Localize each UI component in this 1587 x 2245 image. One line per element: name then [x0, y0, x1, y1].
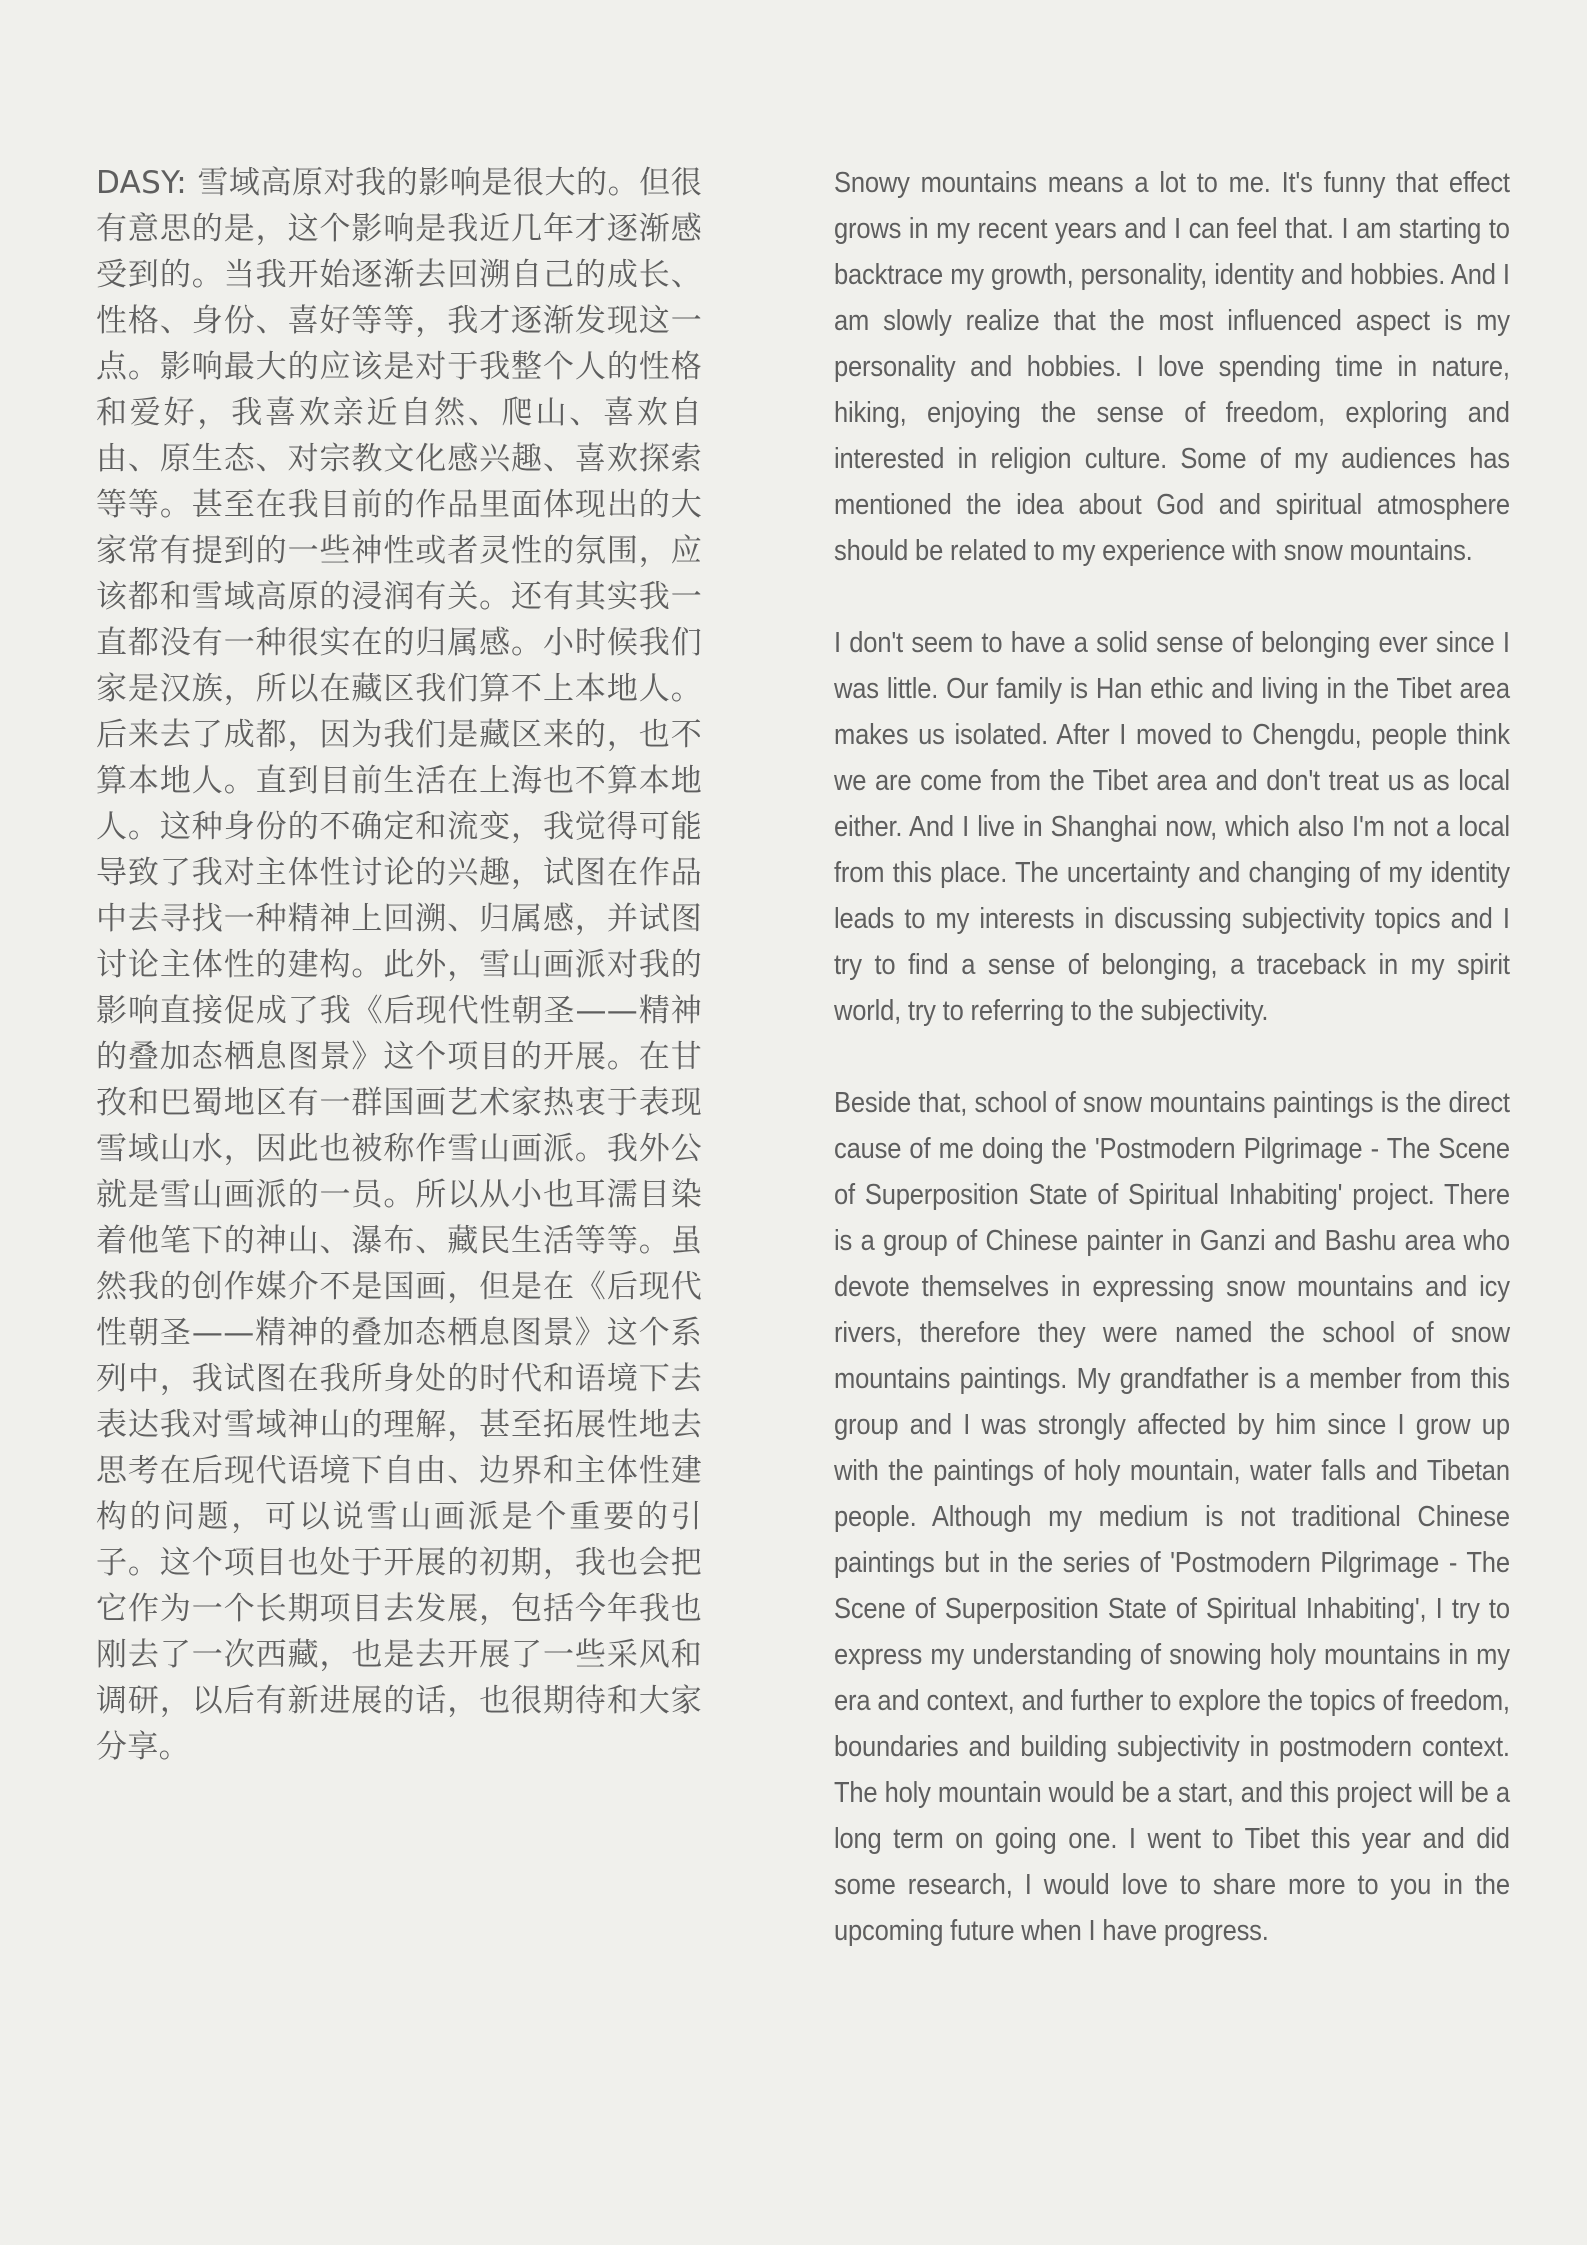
english-paragraph-1: Snowy mountains means a lot to me. It's funny that effect grows in my recent years and I can feel that. I am starting to backtrace my growth, personality, identity and hobbies. And I am slowly realize that the most influenced aspect is my personality and hobbies. I love spending time in nature, hiking, enjoying the sense of freedom, exploring and interested in religion culture. Some of my audiences has mentioned the idea about God and spiritual atmosphere should be related to my experience with snow mountains. [834, 167, 1510, 567]
english-paragraph-3: Beside that, school of snow mountains paintings is the direct cause of me doing the 'Postmodern Pilgrimage - The Scene of Superposition State of Spiritual Inhabiting' project. There is a group of Chinese painter in Ganzi and Bashu area who devote themselves in expressing snow mountains and icy rivers, therefore they were named the school of snow mountains paintings. My grandfather is a member from this group and I was strongly affected by him since I grow up with the paintings of holy mountain, water falls and Tibetan people. Although my medium is not traditional Chinese paintings but in the series of 'Postmodern Pilgrimage - The Scene of Superposition State of Spiritual Inhabiting', I try to express my understanding of snowing holy mountains in my era and context, and further to explore the topics of freedom, boundaries and building subjectivity in postmodern context. The holy mountain would be a start, and this project will be a long term on going one. I went to Tibet this year and did some research, I would love to share more to you in the upcoming future when I have progress. [834, 1087, 1510, 1947]
english-text-column [834, 160, 1510, 1954]
chinese-paragraph: DASY: 雪域高原对我的影响是很大的。但很有意思的是，这个影响是我近几年才逐渐感受到的。当我开始逐渐去回溯自己的成长、性格、身份、喜好等等，我才逐渐发现这一点。影响最大的应该是对于我整个人的性格和爱好，我喜欢亲近自然、爬山、喜欢自由、原生态、对宗教文化感兴趣、喜欢探索等等。甚至在我目前的作品里面体现出的大家常有提到的一些神性或者灵性的氛围，应该都和雪域高原的浸润有关。还有其实我一直都没有一种很实在的归属感。小时候我们家是汉族，所以在藏区我们算不上本地人。后来去了成都，因为我们是藏区来的，也不算本地人。直到目前生活在上海也不算本地人。这种身份的不确定和流变，我觉得可能导致了我对主体性讨论的兴趣，试图在作品中去寻找一种精神上回溯、归属感，并试图讨论主体性的建构。此外，雪山画派对我的影响直接促成了我《后现代性朝圣——精神的叠加态栖息图景》这个项目的开展。在甘孜和巴蜀地区有一群国画艺术家热衷于表现雪域山水，因此也被称作雪山画派。我外公就是雪山画派的一员。所以从小也耳濡目染着他笔下的神山、瀑布、藏民生活等等。虽然我的创作媒介不是国画，但是在《后现代性朝圣——精神的叠加态栖息图景》这个系列中，我试图在我所身处的时代和语境下去表达我对雪域神山的理解，甚至拓展性地去思考在后现代语境下自由、边界和主体性建构的问题，可以说雪山画派是个重要的引子。这个项目也处于开展的初期，我也会把它作为一个长期项目去发展，包括今年我也刚去了一次西藏，也是去开展了一些采风和调研，以后有新进展的话，也很期待和大家分享。 [96, 165, 702, 1765]
chinese-text-column [96, 160, 702, 1770]
english-paragraph-2: I don't seem to have a solid sense of belonging ever since I was little. Our family is Han ethic and living in the Tibet area makes us isolated. After I moved to Chengdu, people think we are come from the Tibet area and don't treat us as local either. And I live in Shanghai now, which also I'm not a local from this place. The uncertainty and changing of my identity leads to my interests in discussing subjectivity topics and I try to find a sense of belonging, a traceback in my spirit world, try to referring to the subjectivity. [834, 627, 1510, 1027]
